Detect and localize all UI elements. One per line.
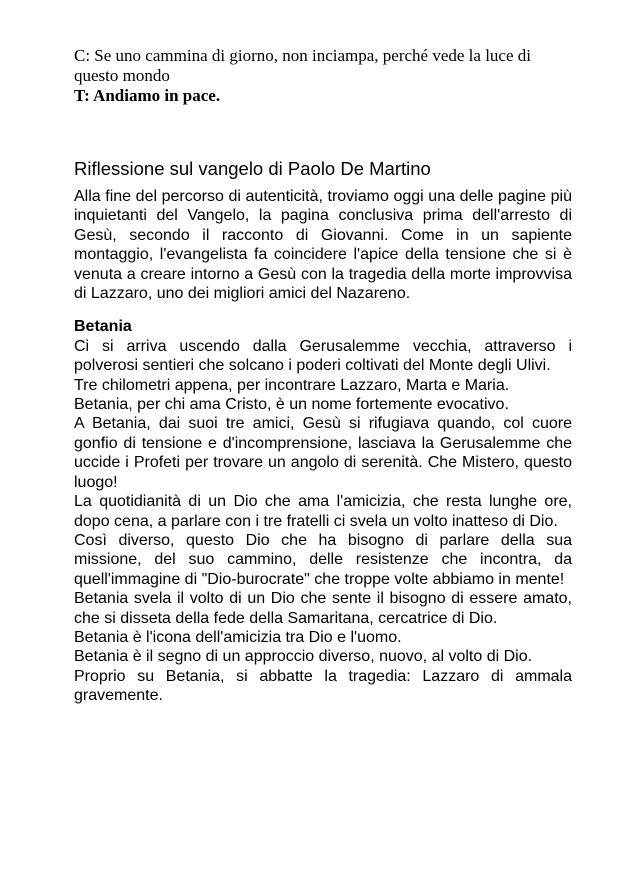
section-title: Betania — [74, 318, 132, 336]
body-paragraph: Ci si arriva uscendo dalla Gerusalemme vecchia, attraverso i polverosi sentieri che solcano i poderi coltivati del Monte degli Ulivi. — [74, 337, 572, 375]
body-paragraph: Betania svela il volto di un Dio che sente il bisogno di essere amato, che si disseta della fede della Samaritana, cercatrice di Dio. — [74, 590, 572, 627]
reflection-body — [74, 187, 572, 706]
body-paragraph: Betania è il segno di un approccio diverso, nuovo, al volto di Dio. — [74, 648, 533, 666]
body-paragraph: Proprio su Betania, si abbatte la tragedia: Lazzaro di ammala gravemente. — [74, 667, 572, 705]
body-paragraph: A Betania, dai suoi tre amici, Gesù si rifugiava quando, col cuore gonfio di tensione e d'incomprensione, lasciava la Gerusalemme che uccide i Profeti per trovare un angolo di serenità. Che Mistero, questo luogo! — [74, 415, 572, 491]
body-paragraph: Betania è l'icona dell'amicizia tra Dio e l'uomo. — [74, 628, 402, 646]
document-page — [74, 46, 572, 706]
body-paragraph: Betania, per chi ama Cristo, è un nome fortemente evocativo. — [74, 396, 509, 414]
dialogue-block — [74, 46, 572, 106]
dialogue-line-celebrant: C: Se uno cammina di giorno, non inciampa, perché vede la luce di questo mondo — [74, 46, 531, 85]
body-paragraph: La quotidianità di un Dio che ama l'amicizia, che resta lunghe ore, dopo cena, a parlare con i tre fratelli ci svela un volto inatteso di Dio. — [74, 493, 572, 530]
dialogue-line-closing: T: Andiamo in pace. — [74, 86, 221, 105]
body-paragraph: Così diverso, questo Dio che ha bisogno di parlare della sua missione, del suo cammino, delle resistenze che incontra, da quell'immagine di "Dio-burocrate" che troppe volte abbiamo in mente! — [74, 531, 572, 588]
intro-paragraph: Alla fine del percorso di autenticità, troviamo oggi una delle pagine più inquietanti del Vangelo, la pagina conclusiva prima dell'arresto di Gesù, secondo il racconto di Giovanni. Come in un sapiente montaggio, l'evangelista fa coincidere l'apice della tensione che si è venuta a creare intorno a Gesù con la tragedia della morte improvvisa di Lazzaro, uno dei migliori amici del Nazareno. — [74, 188, 572, 303]
reflection-title: Riflessione sul vangelo di Paolo De Martino — [74, 158, 431, 179]
body-paragraph: Tre chilometri appena, per incontrare Lazzaro, Marta e Maria. — [74, 376, 510, 394]
